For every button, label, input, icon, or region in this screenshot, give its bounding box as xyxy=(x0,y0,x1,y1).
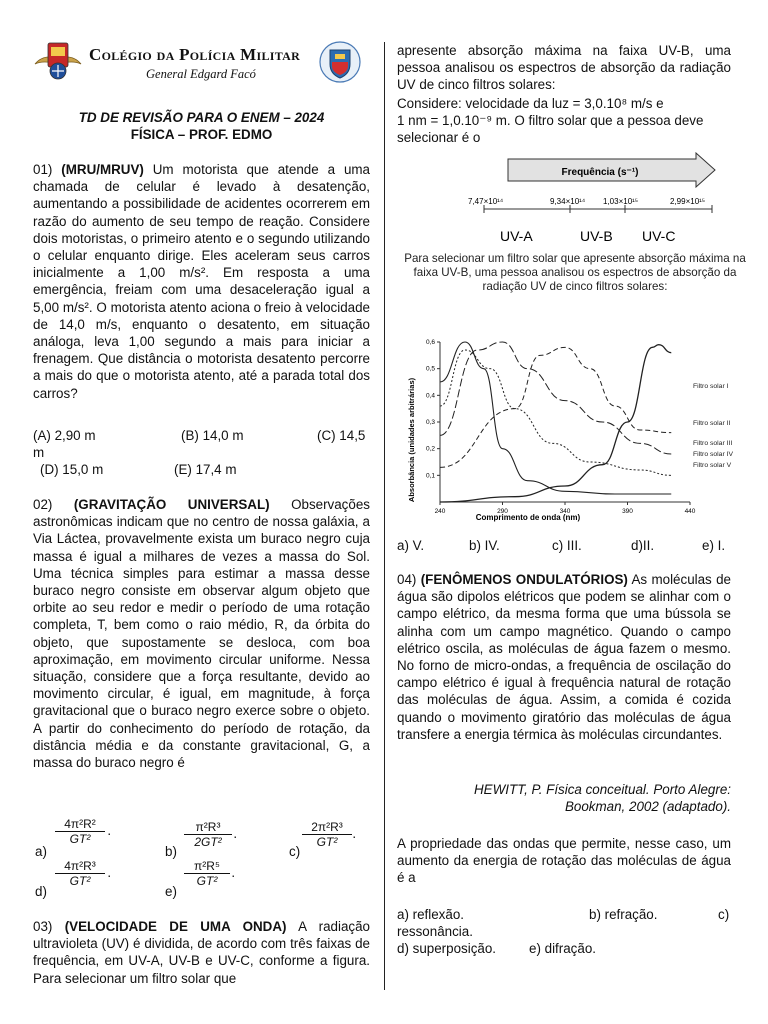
chart-legend-label-2: Filtro solar II xyxy=(693,420,731,427)
q4-option-d[interactable]: d) superposição. xyxy=(397,941,496,956)
chart-x-tick-label: 440 xyxy=(684,508,696,515)
chart-series-line-3 xyxy=(440,342,671,454)
q3-consider-2: 1 nm = 1,0.10⁻⁹ m. O filtro solar que a pessoa deve selecionar é o xyxy=(397,113,704,146)
chart-x-tick-label: 390 xyxy=(622,508,633,515)
q3-continuation xyxy=(397,42,731,94)
question-4 xyxy=(397,571,731,743)
absorption-spectrum-chart xyxy=(400,330,740,530)
q2-text: Observações astronômicas indicam que no centro de nossa galáxia, a Via Láctea, provavelmente exista um buraco negro cuja massa é igual a milhares de vezes a massa do Sol. Uma técnica simples para estimar a massa desse buraco negro consiste em observar algum objeto que orbite ao seu redor e medir o período de uma rotação completa, T, bem como o raio médio, R, da órbita do objeto, que supostamente se desloca, com boa aproximação, em movimento circular uniforme. Nessa situação, considere que a força resultante, devido ao movimento circular, é igual, em magnitude, à força gravitacional que o buraco negro exerce sobre o objeto. A partir do conhecimento do período de rotação, da distância média e da constante gravitacional, G, a massa do buraco negro é xyxy=(33,497,370,771)
q2-topic: (GRAVITAÇÃO UNIVERSAL) xyxy=(73,497,270,512)
school-subtitle: General Edgard Facó xyxy=(146,67,256,81)
q4-option-b[interactable]: b) refração. xyxy=(589,907,658,922)
police-crest-left-icon xyxy=(33,40,83,84)
q1-topic: (MRU/MRUV) xyxy=(61,162,144,177)
shield-emblem-right-icon xyxy=(318,40,362,84)
q4-reference-2: Bookman, 2002 (adaptado). xyxy=(564,799,731,814)
q3-option-b[interactable]: b) IV. xyxy=(469,538,500,553)
chart-y-tick-label: 0,2 xyxy=(425,445,435,453)
question-1 xyxy=(33,161,370,402)
school-header xyxy=(33,40,363,86)
q3-option-a[interactable]: a) V. xyxy=(397,538,425,553)
freq-tick-2: 9,34×10¹⁴ xyxy=(550,197,586,206)
chart-legend-label-4: Filtro solar IV xyxy=(693,451,734,458)
q1-options xyxy=(33,427,370,479)
page-subtitle: FÍSICA – PROF. EDMO xyxy=(130,127,273,142)
q4-text: As moléculas de água são dipolos elétricos que podem se alinhar com o campo elétrico, da mesma forma que uma bússola se alinha com um campo magnético. Quando o campo elétrico oscila, as moléculas de água fazem o mesmo. No forno de micro-ondas, a frequência de oscilação do campo elétrico é igual à frequência natural de rotação das moléculas de água. Assim, a comida é cozida quando o movimento giratório das moléculas de água transfere a energia térmica às moléculas circundantes. xyxy=(397,572,731,742)
q1-option-a[interactable]: (A) 2,90 m xyxy=(33,428,96,443)
q3-option-c[interactable]: c) III. xyxy=(552,538,582,553)
band-uva: UV-A xyxy=(500,228,533,244)
chart-x-tick-label: 290 xyxy=(497,508,508,515)
q3-number: 03) xyxy=(33,919,53,934)
q2-option-d-formula[interactable]: 4π²R³ GT² xyxy=(55,859,105,888)
q3-text-right: apresente absorção máxima na faixa UV-B, uma pessoa analisou os espectros de absorção da radiação UV de cinco filtros solares: xyxy=(397,43,731,93)
q3-options xyxy=(397,537,731,555)
q2-option-c-label[interactable]: c) xyxy=(289,844,301,859)
chart-series-line-1 xyxy=(440,345,671,502)
chart-x-tick-label: 240 xyxy=(434,508,446,515)
chart-legend-label-5: Filtro solar V xyxy=(693,462,732,469)
q3-consider: Considere: velocidade da luz = 3,0.10⁸ m/s e xyxy=(397,96,664,111)
q4-option-e[interactable]: e) difração. xyxy=(529,941,596,956)
q3-option-e[interactable]: e) I. xyxy=(702,538,726,553)
freq-tick-4: 2,99×10¹⁵ xyxy=(670,197,706,206)
freq-tick-3: 1,03×10¹⁵ xyxy=(603,197,639,206)
column-divider xyxy=(384,42,385,990)
band-uvc: UV-C xyxy=(642,228,676,244)
freq-axis-label: Frequência (s⁻¹) xyxy=(561,167,639,178)
q1-option-e[interactable]: (E) 17,4 m xyxy=(174,462,237,477)
q4-option-a[interactable]: a) reflexão. xyxy=(397,907,464,922)
chart-y-tick-label: 0,4 xyxy=(425,392,435,400)
q2-option-d-label[interactable]: d) xyxy=(35,884,47,899)
chart-y-tick-label: 0,5 xyxy=(425,365,435,373)
q4-number: 04) xyxy=(397,572,417,587)
q4-topic: (FENÔMENOS ONDULATÓRIOS) xyxy=(420,572,628,587)
q3-option-d[interactable]: d)II. xyxy=(631,538,655,553)
q2-option-a-label[interactable]: a) xyxy=(35,844,47,859)
chart-legend-label-1: Filtro solar I xyxy=(693,383,729,390)
q1-number: 01) xyxy=(33,162,53,177)
chart-legend-label-3: Filtro solar III xyxy=(693,440,733,447)
question-2 xyxy=(33,496,370,771)
band-uvb: UV-B xyxy=(580,228,613,244)
chart-x-tick-label: 340 xyxy=(559,508,571,515)
chart-y-tick-label: 0,6 xyxy=(425,339,435,346)
school-name: Colégio da Polícia Militar xyxy=(89,45,301,64)
q2-option-e-label[interactable]: e) xyxy=(165,884,177,899)
chart-series-line-4 xyxy=(440,350,671,475)
q2-number: 02) xyxy=(33,497,53,512)
chart-series-line-2 xyxy=(440,347,671,467)
q2-option-e-formula[interactable]: π²R⁵ GT² xyxy=(184,859,230,888)
chart-series-line-5 xyxy=(440,342,671,494)
chart-ylabel: Absorbância (unidades arbitrárias) xyxy=(407,377,416,503)
q1-text: Um motorista que atende a uma chamada de celular é levado à desatenção, aumentando a possibilidade de acidentes ocorrerem em razão do aumento de seu tempo de reação. Considere dois motoristas, o primeiro atento e o segundo utilizando o celular enquanto dirige. Eles aceleram seus carros inicialmente a 1,00 m/s². Em resposta a uma emergência, freiam com uma desaceleração igual a 5,00 m/s². O motorista atento aciona o freio à velocidade de 14,0 m/s, enquanto o desatento, em situação análoga, leva 1,00 segundo a mais para iniciar a frenagem. Que distância o motorista desatento percorre a mais do que o motorista atento, até a parada total dos carros? xyxy=(33,162,370,401)
question-3 xyxy=(33,918,370,987)
q1-option-d[interactable]: (D) 15,0 m xyxy=(40,462,104,477)
q4-option-c[interactable]: c) xyxy=(718,907,730,922)
freq-tick-1: 7,47×10¹⁴ xyxy=(468,197,504,206)
q2-option-a-formula[interactable]: 4π²R² GT² xyxy=(55,817,105,846)
page-title: TD DE REVISÃO PARA O ENEM – 2024 xyxy=(78,110,325,125)
q4-options xyxy=(397,906,731,958)
q2-option-c-formula[interactable]: 2π²R³ GT² xyxy=(302,820,352,849)
frequency-band-figure xyxy=(430,152,750,252)
q1-option-c-unit: m xyxy=(33,445,45,460)
q4-option-c-text: ressonância. xyxy=(397,924,473,939)
chart-y-tick-label: 0,1 xyxy=(425,472,435,480)
q4-reference-1: HEWITT, P. Física conceitual. Porto Alegre: xyxy=(473,782,731,797)
q1-option-c[interactable]: (C) 14,5 xyxy=(317,428,366,443)
q2-option-b-formula[interactable]: π²R³ 2GT² xyxy=(184,820,232,849)
q4-question: A propriedade das ondas que permite, nesse caso, um aumento da energia de rotação das moléculas de água é a xyxy=(397,836,731,886)
figure-caption: Para selecionar um filtro solar que apresente absorção máxima na faixa UV-B, uma pessoa analisou os espectros de absorção da radiação UV de cinco filtros solares: xyxy=(404,252,746,293)
q1-option-b[interactable]: (B) 14,0 m xyxy=(181,428,244,443)
q3-text-left: A radiação ultravioleta (UV) é dividida, de acordo com três faixas de frequência, em UV-A, UV-B e UV-C, conforme a figura. Para selecionar um filtro solar que xyxy=(33,919,370,986)
chart-xlabel: Comprimento de onda (nm) xyxy=(475,513,581,522)
chart-y-tick-label: 0,3 xyxy=(425,419,435,426)
q3-topic: (VELOCIDADE DE UMA ONDA) xyxy=(64,919,287,934)
q2-option-b-label[interactable]: b) xyxy=(165,844,177,859)
